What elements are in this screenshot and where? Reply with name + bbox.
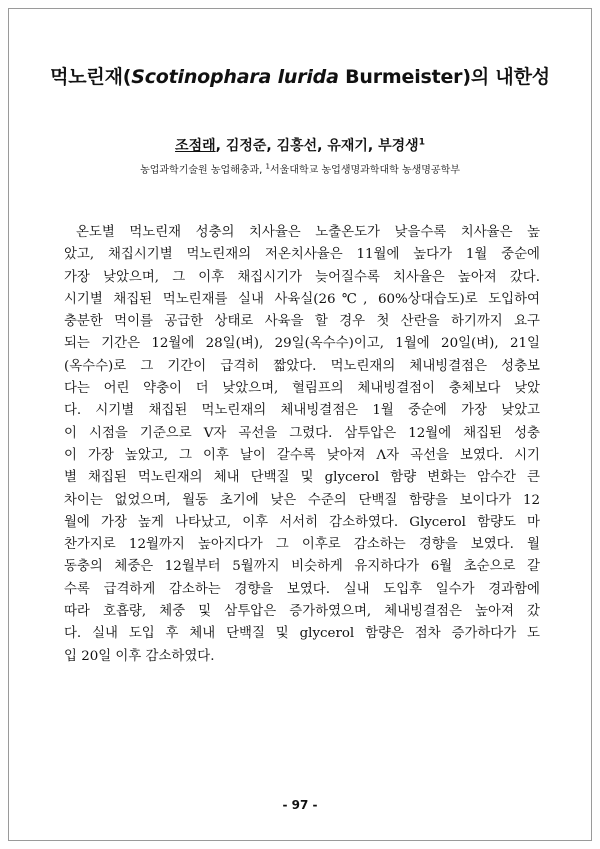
author-affil-mark: 1	[418, 137, 425, 148]
abstract-line: 찬가지로 12월까지 높아지다가 그 이후로 감소하는 경향을 보였다. 월	[64, 537, 540, 553]
abstract-line: 이 가장 높았고, 그 이후 날이 갈수록 낮아져 Λ자 곡선을 보였다. 시기	[64, 447, 540, 463]
abstract-body	[64, 222, 540, 668]
abstract-line: 시기별 채집된 먹노린재를 실내 사육실(26℃, 60%상대습도)로 도입하여	[64, 291, 540, 307]
abstract-line: 차이는 없었으며, 월동 초기에 낮은 수준의 단백질 함량을 보이다가 12	[64, 492, 540, 508]
co-authors: , 김정준, 김홍선, 유재기, 부경생	[215, 138, 419, 154]
abstract-line: 다. 시기별 채집된 먹노린재의 체내빙결점은 1월 중순에 가장 낮았고	[64, 403, 540, 419]
abstract-line: 입 20일 이후 감소하였다.	[64, 648, 215, 664]
abstract-line: 온도별 먹노린재 성충의 치사율은 노출온도가 낮을수록 치사율은 높	[76, 225, 540, 240]
abstract-line: 되는 기간은 12월에 28일(벼), 29일(옥수수)이고, 1월에 20일(벼), 21일	[64, 336, 540, 352]
abstract-line: 가장 낮았으며, 그 이후 채집시기가 늦어질수록 치사율은 높아져 갔다.	[64, 269, 540, 285]
abstract-line: 별 채집된 먹노린재의 체내 단백질 및 glycerol 함량 변화는 암수간 큰	[64, 470, 540, 486]
first-author: 조점래	[175, 138, 216, 154]
page-number: - 97 -	[282, 798, 318, 812]
affiliation-mark: 1	[265, 162, 271, 171]
abstract-line: 다. 실내 도입 후 체내 단백질 및 glycerol 함량은 점차 증가하다가 도	[64, 626, 540, 642]
affiliation-second: 서울대학교 농업생명과학대학 농생명공학부	[270, 165, 460, 176]
affiliation	[0, 161, 600, 176]
title-species: Scotinophara lurida	[131, 66, 339, 88]
abstract-line: 았고, 채집시기별 먹노린재의 저온치사율은 11월에 높다가 1월 중순에	[64, 247, 540, 263]
abstract-line: 동충의 체중은 12월부터 5월까지 비슷하게 유지하다가 6월 초순으로 갈	[64, 559, 540, 575]
affiliation-main: 농업과학기술원 농업해충과,	[140, 165, 266, 176]
title-prefix: 먹노린재(	[50, 66, 132, 88]
abstract-line: 다는 어린 약충이 더 낮았으며, 혈림프의 체내빙결점이 충체보다 낮았	[64, 381, 540, 397]
abstract-line: 월에 가장 높게 나타났고, 이후 서서히 감소하였다. Glycerol 함량도 마	[64, 514, 540, 530]
abstract-line: (옥수수)로 그 기간이 급격히 짧았다. 먹노린재의 체내빙결점은 성충보	[64, 358, 540, 374]
abstract-line: 수록 급격하게 감소하는 경향을 보였다. 실내 도입후 일수가 경과함에	[64, 581, 540, 597]
author-list	[0, 135, 600, 155]
abstract-line: 충분한 먹이를 공급한 상태로 사육을 할 경우 첫 산란을 하기까지 요구	[64, 314, 540, 330]
abstract-line: 따라 호흡량, 체중 및 삼투압은 증가하였으며, 체내빙결점은 높아져 갔	[64, 604, 540, 620]
abstract-line: 이 시점을 기준으로 V자 곡선을 그렸다. 삼투압은 12월에 채집된 성충	[64, 425, 540, 441]
title-suffix: Burmeister)의 내한성	[338, 66, 550, 88]
paper-title	[0, 62, 600, 89]
